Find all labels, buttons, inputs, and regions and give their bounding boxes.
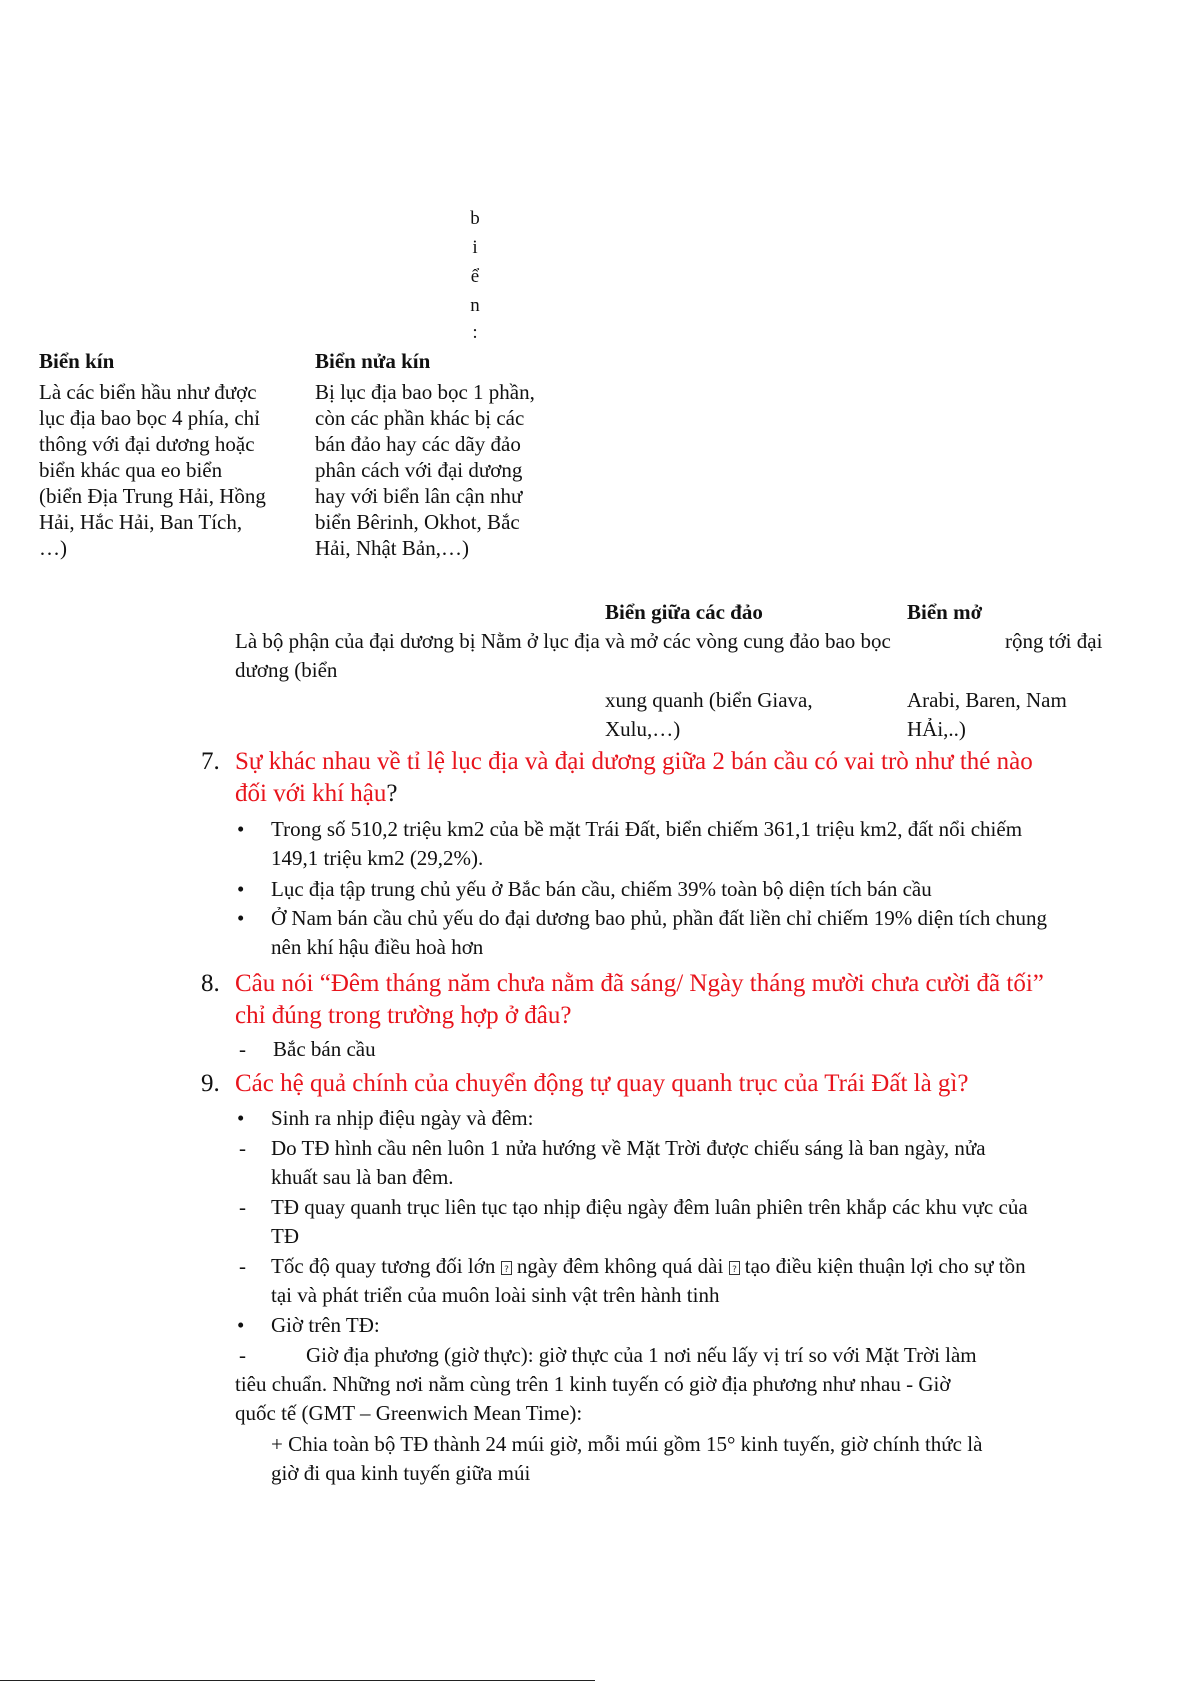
header-closed-sea: Biển kín	[39, 349, 115, 373]
bullet-icon: •	[237, 906, 245, 930]
vertical-char: b	[470, 208, 480, 229]
question-number: 9.	[201, 1070, 220, 1097]
local-time-line-3: quốc tế (GMT – Greenwich Mean Time):	[235, 1401, 583, 1425]
dash-text: Do TĐ hình cầu nên luôn 1 nửa hướng về Mặt Trời được chiếu sáng là ban ngày, nửa khuất sau là ban đêm.	[271, 1136, 986, 1189]
question-number: 8.	[201, 970, 220, 997]
vertical-char: ể	[470, 266, 480, 287]
footnote-divider	[0, 1680, 595, 1681]
svg-text:?: ?	[503, 1265, 509, 1275]
bullet-icon: •	[237, 817, 245, 841]
svg-text:?: ?	[731, 1265, 737, 1275]
question-number: 7.	[201, 748, 220, 775]
island-sea-text: xung quanh (biển Giava, Xulu,…)	[605, 688, 813, 741]
bullet-icon: •	[237, 1106, 245, 1130]
local-time-line-2: tiêu chuẩn. Những nơi nằm cùng trên 1 kinh tuyến có giờ địa phương như nhau - Giờ	[235, 1372, 951, 1396]
missing-glyph-icon	[501, 1261, 512, 1275]
semi-closed-sea-text: Bị lục địa bao bọc 1 phần, còn các phần khác bị các bán đảo hay các dãy đảo phân cách với đại dương hay với biển lân cận như biển Bêrinh, Okhot, Bắc Hải, Nhật Bản,…)	[315, 380, 535, 560]
question-title-line-1: Sự khác nhau về tỉ lệ lục địa và đại dương giữa 2 bán cầu có vai trò như thé nào	[235, 748, 1033, 775]
bullet-text: Trong số 510,2 triệu km2 của bề mặt Trái Đất, biển chiếm 361,1 triệu km2, đất nổi chiếm 149,1 triệu km2 (29,2%).	[271, 817, 1023, 870]
header-island-sea: Biển giữa các đảo	[605, 600, 763, 624]
open-sea-text: Arabi, Baren, Nam HẢi,..)	[907, 688, 1067, 741]
vertical-char: i	[472, 237, 478, 258]
dash-icon: -	[239, 1037, 246, 1061]
header-semi-closed-sea: Biển nửa kín	[315, 349, 431, 373]
table2-ocean-text: dương (biển	[235, 658, 338, 682]
dash-icon: -	[239, 1136, 246, 1160]
speed-text: Tốc độ quay tương đối lớn ? ngày đêm không quá dài ? tạo điều kiện thuận lợi cho sự tồn tại và phát triển của muôn loài sinh vật trên hành tinh	[271, 1254, 1026, 1307]
dash-icon: -	[239, 1195, 246, 1219]
table2-main-row: Là bộ phận của đại dương bị Nằm ở lục địa và mở các vòng cung đảo bao bọc	[235, 629, 891, 653]
answer-text: Bắc bán cầu	[273, 1037, 376, 1061]
bullet-icon: •	[237, 877, 245, 901]
dash-icon: -	[239, 1343, 246, 1367]
bullet-text: Giờ trên TĐ:	[271, 1313, 380, 1337]
header-open-sea: Biển mở	[907, 600, 983, 624]
bullet-text: Sinh ra nhịp điệu ngày và đêm:	[271, 1106, 534, 1130]
local-time-line-1: Giờ địa phương (giờ thực): giờ thực của 1 nơi nếu lấy vị trí so với Mặt Trời làm	[306, 1343, 977, 1367]
dash-text: TĐ quay quanh trục liên tục tạo nhịp điệu ngày đêm luân phiên trên khắp các khu vực của TĐ	[271, 1195, 1028, 1248]
bullet-text: Ở Nam bán cầu chủ yếu do đại dương bao phủ, phần đất liền chỉ chiếm 19% diện tích chung nên khí hậu điều hoà hơn	[271, 906, 1047, 959]
time-zone-text: + Chia toàn bộ TĐ thành 24 múi giờ, mỗi múi gồm 15° kinh tuyến, giờ chính thức là giờ đi qua kinh tuyến giữa múi	[271, 1432, 983, 1485]
vertical-char: n	[470, 295, 480, 316]
question-title-line-1: Câu nói “Đêm tháng năm chưa nằm đã sáng/ Ngày tháng mười chưa cười đã tối”	[235, 970, 1044, 997]
question-title: Các hệ quả chính của chuyển động tự quay quanh trục của Trái Đất là gì?	[235, 1070, 969, 1097]
vertical-char: :	[472, 322, 478, 343]
closed-sea-text: Là các biển hầu như được lục địa bao bọc 4 phía, chỉ thông với đại dương hoặc biển khác qua eo biển (biển Địa Trung Hải, Hồng Hải, Hắc Hải, Ban Tích, …)	[39, 380, 266, 560]
dash-icon: -	[239, 1254, 246, 1278]
question-title-line-2: chỉ đúng trong trường hợp ở đâu?	[235, 1002, 572, 1029]
missing-glyph-icon	[729, 1261, 740, 1275]
table2-main-row-right: rộng tới đại	[1005, 629, 1103, 653]
bullet-icon: •	[237, 1313, 245, 1337]
bullet-text: Lục địa tập trung chủ yếu ở Bắc bán cầu, chiếm 39% toàn bộ diện tích bán cầu	[271, 877, 932, 901]
question-title-line-2: đối với khí hậu?	[235, 780, 398, 807]
